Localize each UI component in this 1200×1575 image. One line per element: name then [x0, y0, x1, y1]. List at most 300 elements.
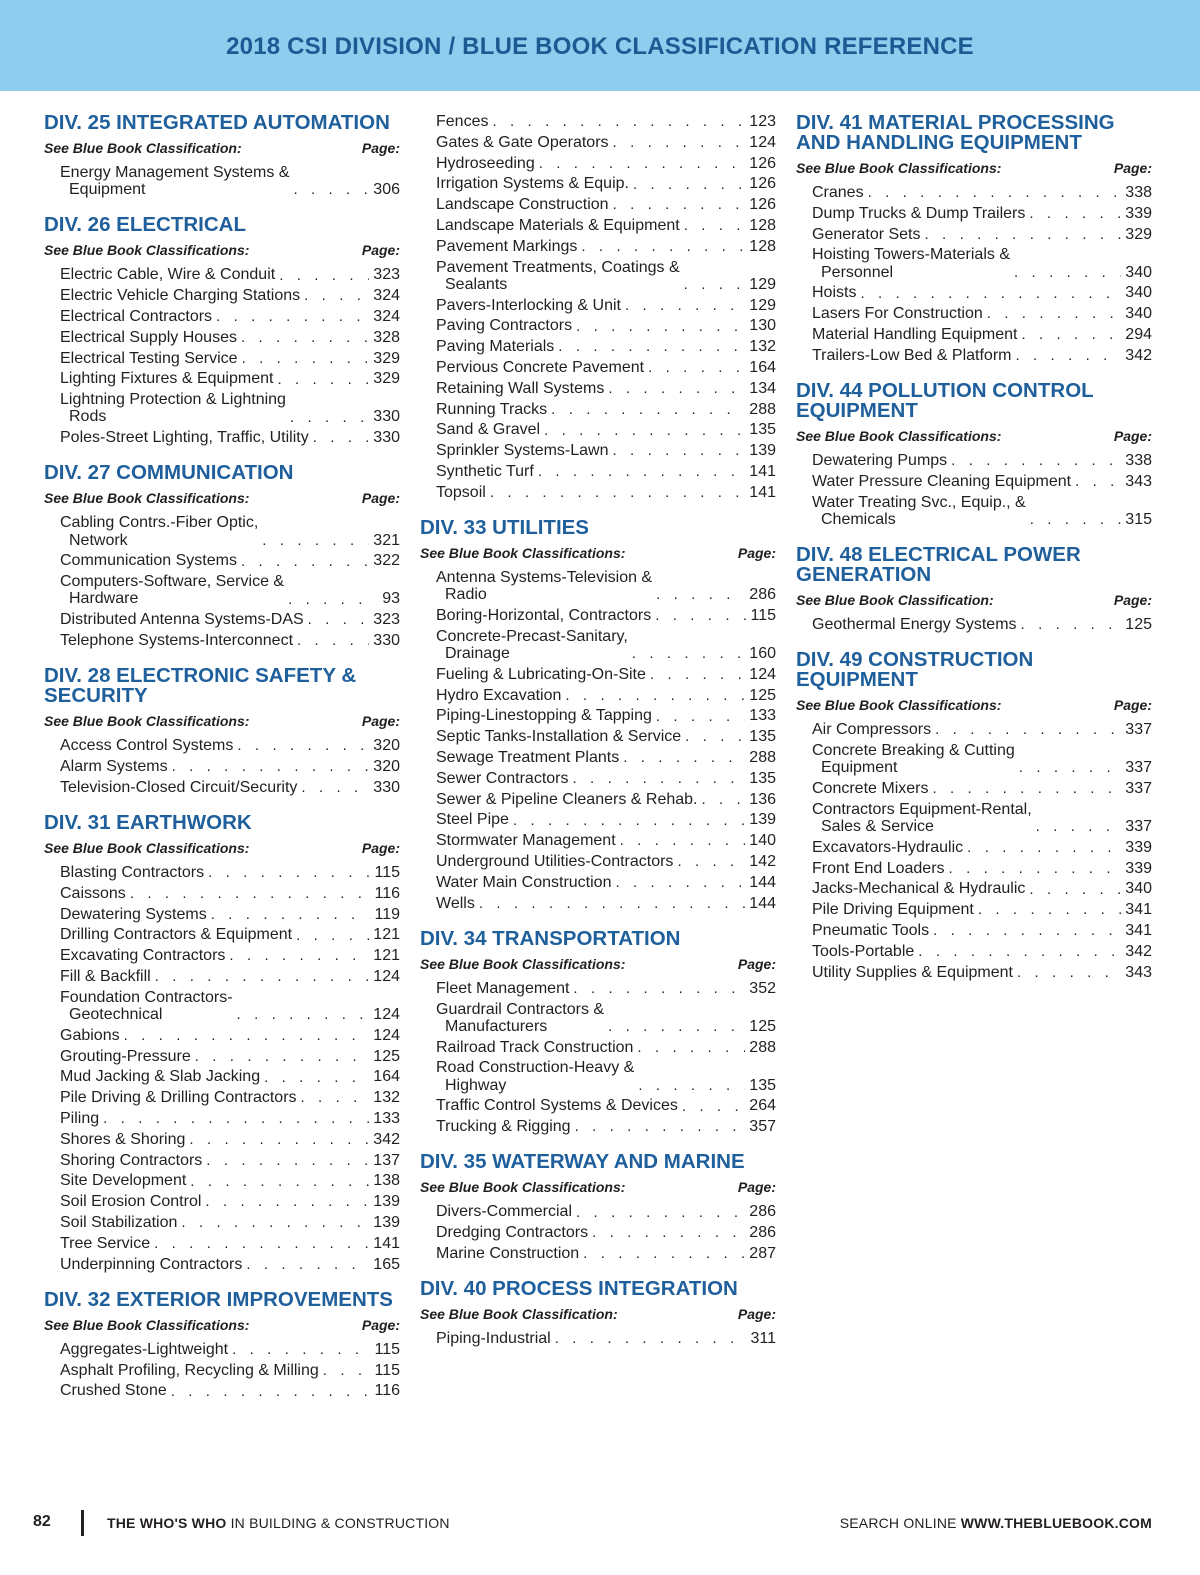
classification-entry [436, 853, 776, 870]
classification-entry [812, 801, 1152, 835]
division-section [44, 810, 400, 1273]
entry-page-number: 343 [1125, 472, 1152, 490]
dot-leader [573, 770, 746, 787]
entry-label-line: Underground Utilities-Contractors [436, 852, 674, 870]
classification-header [44, 139, 400, 157]
entry-page-number: 288 [749, 1038, 776, 1056]
classification-entry [60, 1214, 400, 1231]
entry-page-number: 136 [749, 790, 776, 808]
column-3 [796, 113, 1152, 998]
entry-label [812, 473, 1071, 490]
dot-leader [933, 922, 1121, 939]
entry-label-line: Steel Pipe [436, 811, 509, 829]
division-section [420, 926, 776, 1136]
dot-leader [323, 1362, 370, 1379]
classification-entry [436, 770, 776, 787]
dot-leader [513, 812, 745, 829]
dot-leader [951, 452, 1121, 469]
entry-label [436, 1001, 604, 1035]
classification-entry [812, 880, 1152, 897]
entry-label-line: Shores & Shoring [60, 1130, 186, 1148]
entry-page-number: 329 [1125, 225, 1152, 243]
footer [0, 1510, 1200, 1540]
division-title: DIV. 31 EARTHWORK [44, 810, 252, 834]
entry-page-number: 328 [373, 328, 400, 346]
entry-label [812, 742, 1015, 776]
entry-page-number: 329 [373, 349, 400, 367]
entry-page-number: 125 [749, 686, 776, 704]
entry-label-line: Fences [436, 113, 489, 130]
column-2 [420, 113, 776, 1364]
dot-leader [623, 749, 745, 766]
entry-label-continuation: Hardware [69, 590, 139, 608]
dot-leader [241, 329, 369, 346]
classification-entry [436, 687, 776, 704]
entry-label-line: Lighting Fixtures & Equipment [60, 370, 274, 388]
classification-label: See Blue Book Classifications: [796, 160, 1002, 176]
classification-entry [436, 1224, 776, 1241]
dot-leader [277, 371, 369, 388]
classification-entry [436, 259, 776, 293]
classification-entry [60, 885, 400, 902]
dot-leader [130, 885, 370, 902]
classification-entry [60, 1152, 400, 1169]
dot-leader [288, 591, 370, 608]
entry-label-line: Sand & Gravel [436, 421, 541, 439]
classification-entry [436, 1203, 776, 1220]
dot-leader [308, 611, 370, 628]
division-title: DIV. 34 TRANSPORTATION [420, 926, 681, 950]
dot-leader [987, 305, 1122, 322]
dot-leader [1019, 759, 1122, 776]
entry-label-line: Gates & Gate Operators [436, 133, 609, 151]
entry-label [436, 113, 488, 130]
entry-label-line: Distributed Antenna Systems-DAS [60, 611, 304, 629]
classification-entry [436, 196, 776, 213]
dot-leader [313, 429, 370, 446]
entry-label [60, 1027, 120, 1044]
footer-divider [81, 1510, 84, 1536]
dot-leader [608, 380, 745, 397]
entry-page-number: 119 [374, 905, 400, 923]
dot-leader [935, 721, 1121, 738]
entry-label [436, 442, 609, 459]
entry-label [60, 1089, 297, 1106]
classification-entry [60, 1131, 400, 1148]
entry-label-line: Hoisting Towers-Materials & [812, 246, 1010, 264]
entry-page-number: 116 [374, 1382, 400, 1400]
classification-entry [812, 326, 1152, 343]
entry-label [812, 205, 1025, 222]
entry-label-line: Contractors Equipment-Rental, [812, 800, 1032, 818]
classification-header [796, 696, 1152, 714]
classification-entry [436, 317, 776, 334]
entry-page-number: 323 [373, 266, 400, 284]
dot-leader [655, 607, 746, 624]
entry-label [436, 484, 486, 501]
entry-page-number: 141 [749, 462, 776, 480]
classification-label: See Blue Book Classifications: [44, 242, 250, 259]
classification-header [44, 1316, 400, 1334]
entry-label-line: Television-Closed Circuit/Security [60, 778, 298, 796]
entry-label-line: Caissons [60, 884, 126, 902]
division-section [44, 215, 400, 446]
entry-page-number: 164 [749, 358, 776, 376]
entry-label [812, 943, 914, 960]
entry-label-line: Jacks-Mechanical & Hydraulic [812, 880, 1026, 898]
entry-label-line: Fill & Backfill [60, 967, 151, 985]
classification-entry [436, 484, 776, 501]
classification-entry [436, 607, 776, 624]
classification-label: See Blue Book Classifications: [44, 839, 250, 856]
entry-label-line: Mud Jacking & Slab Jacking [60, 1068, 261, 1086]
entry-label [60, 864, 204, 881]
entry-page-number: 139 [749, 442, 776, 460]
entry-page-number: 139 [373, 1193, 400, 1211]
entry-label [436, 832, 616, 849]
entry-label-line: Sprinkler Systems-Lawn [436, 442, 609, 460]
entry-label-line: Dredging Contractors [436, 1224, 589, 1242]
dot-leader [155, 968, 370, 985]
classification-entry [436, 1330, 776, 1347]
entry-label [436, 1330, 551, 1347]
entry-page-number: 165 [373, 1255, 400, 1273]
classification-entry [60, 864, 400, 881]
division-title: DIV. 35 WATERWAY AND MARINE [420, 1150, 745, 1174]
entry-label-continuation: Sealants [445, 275, 508, 293]
classification-entry [812, 721, 1152, 738]
entry-label [436, 421, 540, 438]
publication-name [107, 1515, 450, 1531]
entry-label [812, 964, 1013, 981]
entry-label-line: Marine Construction [436, 1244, 580, 1262]
division-title: DIV. 49 CONSTRUCTION EQUIPMENT [796, 648, 1034, 692]
entry-page-number: 115 [374, 863, 400, 881]
entry-label [436, 217, 680, 234]
dot-leader [682, 1098, 745, 1115]
entry-label [60, 1068, 260, 1085]
entry-page-number: 135 [749, 769, 776, 787]
dot-leader [229, 947, 369, 964]
entry-label [812, 494, 1026, 528]
entry-page-number: 337 [1125, 759, 1152, 777]
classification-header [44, 241, 400, 259]
entry-label-line: Stormwater Management [436, 832, 616, 850]
division-title: DIV. 33 UTILITIES [420, 515, 589, 539]
entry-label-line: Alarm Systems [60, 757, 168, 775]
dot-leader [216, 308, 369, 325]
dot-leader [264, 1069, 369, 1086]
entry-page-number: 294 [1125, 325, 1152, 343]
entry-page-number: 338 [1125, 451, 1152, 469]
entry-page-number: 321 [373, 531, 400, 549]
entry-label [812, 880, 1025, 897]
classification-entry [60, 1027, 400, 1044]
entry-page-number: 141 [749, 483, 776, 501]
entry-label-line: Landscape Materials & Equipment [436, 216, 680, 234]
dot-leader [1029, 881, 1121, 898]
entry-label-line: Running Tracks [436, 400, 548, 418]
entry-label [436, 134, 609, 151]
entry-label [60, 885, 126, 902]
classification-entry [60, 1193, 400, 1210]
entry-label-line: Dewatering Pumps [812, 451, 948, 469]
dot-leader [632, 645, 746, 662]
entry-label-line: Topsoil [436, 483, 486, 501]
entry-label-continuation: Network [69, 531, 128, 549]
dot-leader [583, 1245, 745, 1262]
dot-leader [172, 758, 370, 775]
entry-page-number: 340 [1125, 880, 1152, 898]
entry-page-number: 132 [373, 1089, 400, 1107]
entry-label [436, 687, 561, 704]
page-column-label: Page: [361, 1316, 400, 1333]
entry-label [60, 1048, 191, 1065]
division-title: DIV. 25 INTEGRATED AUTOMATION [44, 111, 390, 134]
dot-leader [205, 1193, 369, 1210]
entry-page-number: 340 [1125, 263, 1152, 281]
classification-entry [812, 616, 1152, 633]
entry-label [436, 238, 577, 255]
dot-leader [558, 338, 745, 355]
entry-label [812, 347, 1011, 364]
entry-page-number: 133 [749, 707, 776, 725]
entry-label [60, 906, 207, 923]
entry-label-line: Crushed Stone [60, 1382, 167, 1400]
entry-label-line: Poles-Street Lighting, Traffic, Utility [60, 429, 309, 447]
dot-leader [232, 1341, 370, 1358]
entry-label-continuation: Rods [69, 408, 107, 426]
entry-label [436, 1203, 572, 1220]
classification-entry [812, 226, 1152, 243]
dot-leader [211, 906, 370, 923]
entry-label-line: Antenna Systems-Television & [436, 568, 653, 586]
dot-leader [1014, 264, 1121, 281]
classification-entry [60, 926, 400, 943]
entry-label-line: Electric Cable, Wire & Conduit [60, 266, 276, 284]
entry-label-continuation: Equipment [69, 181, 146, 199]
classification-label: See Blue Book Classification: [44, 140, 242, 156]
classification-entry [436, 749, 776, 766]
classification-entry [60, 287, 400, 304]
dot-leader [949, 860, 1122, 877]
page-column-label: Page: [737, 1179, 776, 1196]
page-column-label: Page: [361, 490, 400, 507]
entry-label-line: Concrete-Precast-Sanitary, [436, 627, 628, 645]
entry-label [60, 573, 284, 607]
entry-label [436, 259, 680, 293]
entry-page-number: 126 [749, 175, 776, 193]
page-number: 82 [33, 1513, 51, 1530]
classification-entry [60, 758, 400, 775]
entry-label [60, 308, 212, 325]
dot-leader [615, 874, 745, 891]
classification-entry [812, 305, 1152, 322]
entry-label-line: Pavement Markings [436, 237, 578, 255]
entry-page-number: 128 [749, 216, 776, 234]
entry-label-line: Utility Supplies & Equipment [812, 963, 1013, 981]
dot-leader [638, 1077, 745, 1094]
classification-entry [60, 308, 400, 325]
entry-label [60, 1110, 99, 1127]
entry-label-line: Water Treating Svc., Equip., & [812, 493, 1026, 511]
entry-label [60, 552, 237, 569]
entry-label [812, 922, 929, 939]
division-title: DIV. 40 PROCESS INTEGRATION [420, 1277, 738, 1301]
entry-label-line: Water Pressure Cleaning Equipment [812, 472, 1072, 490]
entry-page-number: 339 [1125, 838, 1152, 856]
entry-label-line: Piping-Industrial [436, 1330, 551, 1348]
division-title: DIV. 26 ELECTRICAL [44, 213, 247, 237]
page-column-label: Page: [737, 1306, 776, 1323]
entry-page-number: 352 [749, 979, 776, 997]
entry-label [436, 607, 651, 624]
entry-label [60, 1235, 150, 1252]
classification-header [420, 955, 776, 973]
dot-leader [860, 285, 1121, 302]
entry-label [812, 801, 1032, 835]
entry-page-number: 121 [373, 926, 400, 944]
entry-label-line: Fueling & Lubricating-On-Site [436, 665, 646, 683]
page-column-label: Page: [737, 544, 776, 561]
classification-entry [436, 1001, 776, 1035]
page-title: 2018 CSI DIVISION / BLUE BOOK CLASSIFICATION REFERENCE [226, 33, 974, 60]
dot-leader [1036, 818, 1122, 835]
classification-entry [60, 779, 400, 796]
entry-label-line: Front End Loaders [812, 859, 945, 877]
entry-label-line: Grouting-Pressure [60, 1047, 191, 1065]
entry-page-number: 128 [749, 237, 776, 255]
classification-header [420, 544, 776, 562]
entry-label-line: Lightning Protection & Lightning [60, 391, 286, 409]
entry-page-number: 126 [749, 196, 776, 214]
division-title: DIV. 44 POLLUTION CONTROL EQUIPMENT [796, 378, 1094, 422]
classification-entry [812, 205, 1152, 222]
dot-leader [301, 1089, 370, 1106]
dot-leader [656, 708, 745, 725]
entry-label-line: Energy Management Systems & [60, 164, 290, 181]
entry-label-line: Excavators-Hydraulic [812, 838, 964, 856]
entry-label-line: Pile Driving & Drilling Contractors [60, 1089, 297, 1107]
entry-label [436, 1118, 571, 1135]
classification-label: See Blue Book Classification: [796, 591, 994, 608]
entry-label-line: Concrete Breaking & Cutting [812, 741, 1015, 759]
classification-entry [436, 811, 776, 828]
entry-page-number: 287 [749, 1244, 776, 1262]
dot-leader [237, 737, 369, 754]
entry-label [436, 770, 569, 787]
classification-entry [60, 1089, 400, 1106]
website-link[interactable]: WWW.THEBLUEBOOK.COM [960, 1515, 1152, 1531]
division-section [420, 1279, 776, 1347]
classification-entry [436, 728, 776, 745]
entry-label [436, 1059, 634, 1093]
entry-label-line: Excavating Contractors [60, 947, 226, 965]
division-section [796, 650, 1152, 981]
dot-leader [246, 1256, 369, 1273]
entry-label [60, 968, 151, 985]
entry-page-number: 341 [1125, 921, 1152, 939]
entry-label-line: Material Handling Equipment [812, 325, 1018, 343]
entry-label-line: Pavers-Interlocking & Unit [436, 296, 621, 314]
entry-page-number: 264 [749, 1097, 776, 1115]
search-online [840, 1515, 1152, 1531]
entry-page-number: 341 [1125, 901, 1152, 919]
entry-page-number: 324 [373, 287, 400, 305]
entry-page-number: 343 [1125, 963, 1152, 981]
dot-leader [544, 422, 745, 439]
classification-entry [812, 452, 1152, 469]
division-section [420, 1152, 776, 1262]
entry-label-line: Shoring Contractors [60, 1151, 203, 1169]
entry-page-number: 124 [749, 665, 776, 683]
classification-entry [60, 164, 400, 198]
entry-label-line: Hoists [812, 284, 857, 302]
entry-page-number: 124 [373, 1005, 400, 1023]
dot-leader [677, 853, 745, 870]
classification-entry [60, 1235, 400, 1252]
entry-page-number: 340 [1125, 284, 1152, 302]
entry-page-number: 288 [749, 748, 776, 766]
column-1 [44, 113, 400, 1417]
entry-page-number: 134 [749, 379, 776, 397]
header-banner [0, 0, 1200, 91]
entry-label [812, 305, 983, 322]
entry-page-number: 124 [749, 133, 776, 151]
entry-label-line: Cranes [812, 184, 864, 201]
dot-leader [551, 401, 745, 418]
entry-label-line: Hydroseeding [436, 154, 535, 172]
entry-page-number: 115 [750, 606, 776, 624]
entry-label-line: Paving Materials [436, 338, 555, 356]
dot-leader [103, 1110, 369, 1127]
entry-label [436, 1245, 579, 1262]
entry-page-number: 125 [1125, 615, 1152, 633]
entry-label-continuation: Geotechnical [69, 1005, 163, 1023]
entry-label-line: Concrete Mixers [812, 779, 929, 797]
classification-entry [812, 860, 1152, 877]
entry-label-line: Site Development [60, 1172, 187, 1190]
entry-page-number: 160 [749, 644, 776, 662]
entry-page-number: 144 [749, 894, 776, 912]
dot-leader [181, 1214, 369, 1231]
entry-label [812, 721, 931, 738]
entry-label [60, 947, 225, 964]
dot-leader [296, 927, 369, 944]
entry-label-line: Traffic Control Systems & Devices [436, 1097, 678, 1115]
entry-label [812, 226, 921, 243]
entry-page-number: 342 [373, 1130, 400, 1148]
entry-page-number: 137 [373, 1151, 400, 1169]
entry-page-number: 324 [373, 308, 400, 325]
page-column-label: Page: [1113, 427, 1152, 444]
entry-label [436, 196, 609, 213]
entry-label [436, 463, 534, 480]
search-online-prefix: SEARCH ONLINE [839, 1515, 957, 1531]
classification-entry [60, 391, 400, 425]
entry-page-number: 337 [1125, 817, 1152, 835]
entry-label-line: Tools-Portable [812, 942, 915, 960]
classification-entry [436, 1059, 776, 1093]
entry-label-line: Lasers For Construction [812, 305, 983, 323]
entry-label [812, 452, 947, 469]
classification-entry [436, 359, 776, 376]
classification-entry [60, 611, 400, 628]
entry-page-number: 330 [373, 631, 400, 649]
entry-page-number: 337 [1125, 779, 1152, 797]
entry-label-continuation: Personnel [821, 263, 894, 281]
classification-entry [60, 947, 400, 964]
